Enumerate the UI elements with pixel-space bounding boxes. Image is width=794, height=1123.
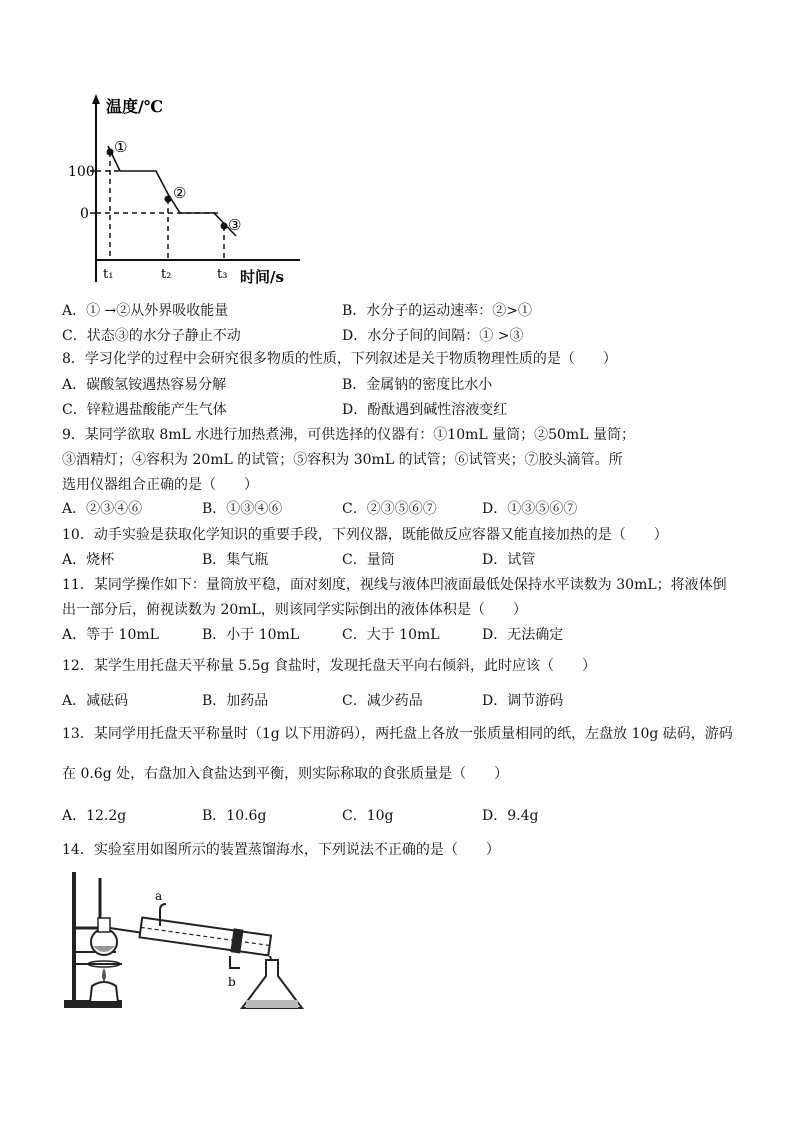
q12-option-c: C．减少药品 <box>342 693 423 709</box>
alcohol-lamp <box>90 982 118 1002</box>
q11-stem-line2: 出一部分后，俯视读数为 20mL，则该同学实际倒出的液体体积是（ ） <box>62 602 527 618</box>
q7-option-b: B．水分子的运动速率：②>① <box>342 303 533 319</box>
point-1-label: ① <box>114 138 128 156</box>
q9-stem-line2: ③酒精灯；④容积为 20mL 的试管；⑤容积为 30mL 的试管；⑥试管夹；⑦胶头滴管。所 <box>62 452 623 468</box>
distillation-apparatus-figure <box>62 868 312 1018</box>
q11-stem-line1: 11．某同学操作如下：量筒放平稳，面对刻度，视线与液体凹液面最低处保持水平读数为 30mL；将液体倒 <box>62 577 727 593</box>
q11-option-b: B．小于 10mL <box>202 627 300 643</box>
q14-stem: 14．实验室用如图所示的装置蒸馏海水，下列说法不正确的是（ ） <box>62 842 500 858</box>
q11-option-d: D．无法确定 <box>482 627 564 643</box>
q10-option-d: D．试管 <box>482 552 536 568</box>
y-axis-label: 温度/℃ <box>106 97 164 116</box>
q7-option-d: D．水分子间的间隔：① >③ <box>342 328 524 344</box>
q10-option-b: B．集气瓶 <box>202 552 269 568</box>
q8-option-c: C．锌粒遇盐酸能产生气体 <box>62 402 227 418</box>
q11-option-a: A．等于 10mL <box>62 627 159 643</box>
q8-stem: 8．学习化学的过程中会研究很多物质的性质，下列叙述是关于物质物理性质的是（ ） <box>62 351 617 367</box>
point-3-label: ③ <box>228 216 242 234</box>
x-axis-label: 时间/s <box>240 268 284 286</box>
q8-option-d: D．酚酞遇到碱性溶液变红 <box>342 402 508 418</box>
q8-option-b: B．金属钠的密度比水小 <box>342 377 493 393</box>
q13-option-d: D．9.4g <box>482 808 539 824</box>
q12-option-a: A．减砝码 <box>62 693 129 709</box>
q12-option-d: D．调节游码 <box>482 693 564 709</box>
point-2-label: ② <box>173 184 187 202</box>
q11-option-c: C．大于 10mL <box>342 627 440 643</box>
label-b: b <box>228 975 236 989</box>
q13-stem-line2: 在 0.6g 处，右盘加入食盐达到平衡，则实际称取的食张质量是（ ） <box>62 766 509 782</box>
q12-option-b: B．加药品 <box>202 693 269 709</box>
x-tick-t3: t₃ <box>217 267 228 282</box>
q9-option-b: B．①③④⑥ <box>202 501 283 517</box>
q9-option-a: A．②③④⑥ <box>62 501 143 517</box>
q9-option-d: D．①③⑤⑥⑦ <box>482 501 578 517</box>
x-tick-t1: t₁ <box>103 267 114 282</box>
temperature-time-graph <box>68 92 328 292</box>
q12-stem: 12．某学生用托盘天平称量 5.5g 食盐时，发现托盘天平向右倾斜，此时应该（ ） <box>62 658 596 674</box>
q13-option-a: A．12.2g <box>62 808 127 824</box>
x-tick-t2: t₂ <box>161 267 172 282</box>
q7-option-a: A．① →②从外界吸收能量 <box>62 303 229 319</box>
point-3-marker <box>221 223 228 230</box>
point-2-marker <box>165 196 172 203</box>
y-tick-100: 100 <box>68 164 95 180</box>
temperature-curve <box>108 146 236 236</box>
q10-option-a: A．烧杯 <box>62 552 115 568</box>
q10-stem: 10．动手实验是获取化学知识的重要手段，下列仪器，既能做反应容器又能直接加热的是（ ） <box>62 527 668 543</box>
q13-stem-line1: 13．某同学用托盘天平称量时（1g 以下用游码），两托盘上各放一张质量相同的纸，左盘放 10g 砝码，游码 <box>62 726 733 742</box>
q13-option-b: B．10.6g <box>202 808 267 824</box>
q7-option-c: C．状态③的水分子静止不动 <box>62 328 241 344</box>
flame <box>102 968 106 982</box>
q9-stem-line1: 9．某同学欲取 8mL 水进行加热煮沸，可供选择的仪器有：①10mL 量筒；②50mL 量筒； <box>62 427 635 443</box>
label-a: a <box>155 889 163 903</box>
q10-option-c: C．量筒 <box>342 552 395 568</box>
stand-rod <box>72 872 76 1002</box>
point-1-marker <box>107 149 114 156</box>
y-axis-arrow <box>92 94 100 104</box>
q13-option-c: C．10g <box>342 808 394 824</box>
q9-stem-line3: 选用仪器组合正确的是（ ） <box>62 477 258 493</box>
q9-option-c: C．②③⑤⑥⑦ <box>342 501 437 517</box>
q8-option-a: A．碳酸氢铵遇热容易分解 <box>62 377 227 393</box>
y-tick-0: 0 <box>80 206 89 222</box>
